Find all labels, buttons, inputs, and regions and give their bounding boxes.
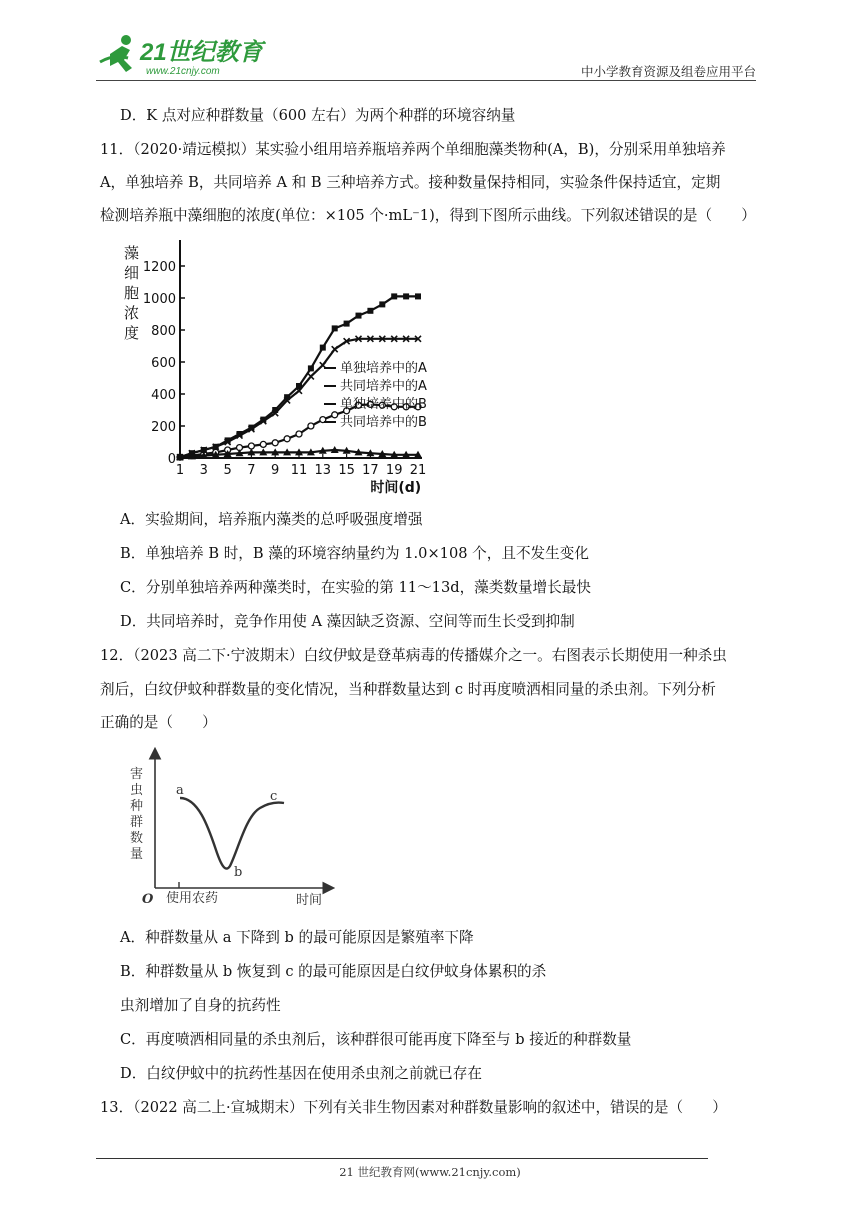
y-label-char: 种: [130, 799, 144, 814]
x-tick-label: 19: [385, 463, 403, 478]
x-tick-label: 7: [247, 463, 256, 478]
x-tick-label: 13: [314, 463, 332, 478]
y-label-char: 量: [130, 847, 144, 862]
y-tick-label: 0: [167, 452, 176, 467]
x-axis-label: 时间: [296, 893, 323, 908]
q11-stem-2: A，单独培养 B，共同培养 A 和 B 三种培养方式。接种数量保持相同，实验条件保持适宜，定期: [100, 174, 721, 191]
x-tick-label: 17: [362, 463, 379, 478]
pest-population-chart: [120, 746, 336, 908]
legend-label: 共同培养中的A: [340, 379, 427, 394]
legend-item: [324, 414, 427, 430]
q11-option-c: C．分别单独培养两种藻类时，在实验的第 11～13d，藻类数量增长最快: [120, 579, 591, 596]
y-label-char: 群: [130, 815, 144, 830]
q12-option-b: B．种群数量从 b 恢复到 c 的最可能原因是白纹伊蚊身体累积的杀: [120, 963, 547, 980]
data-point: [344, 321, 350, 327]
y-label-char: 藻: [124, 244, 140, 262]
platform-name: 中小学教育资源及组卷应用平台: [580, 64, 756, 79]
site-logo: [96, 32, 266, 78]
y-label-char: 数: [130, 831, 144, 846]
point-label-c: c: [270, 789, 278, 804]
data-point: [356, 313, 362, 319]
data-point: [332, 325, 338, 331]
logo-text: 21世纪教育: [140, 39, 263, 66]
data-point: [403, 293, 409, 299]
y-label-char: 度: [124, 324, 140, 342]
x-tick-label: 9: [271, 463, 280, 478]
x-tick-label: 15: [338, 463, 355, 478]
legend-item: [324, 360, 427, 376]
q11-option-d: D．共同培养时，竞争作用使 A 藻因缺乏资源、空间等而生长受到抑制: [120, 613, 575, 630]
data-point: [308, 423, 314, 429]
data-point: [296, 431, 302, 437]
runner-icon: [100, 35, 132, 72]
footer-divider: [96, 1158, 708, 1159]
data-point: [284, 436, 290, 442]
population-curve: [180, 798, 284, 869]
legend-item: [324, 378, 427, 394]
x-tick-label: 5: [223, 463, 232, 478]
point-label-b: b: [234, 865, 243, 880]
data-point: [308, 365, 314, 371]
q11-option-a: A．实验期间，培养瓶内藻类的总呼吸强度增强: [120, 511, 423, 528]
q10-option-d: D．K 点对应种群数量（600 左右）为两个种群的环境容纳量: [120, 107, 516, 124]
y-label-char: 细: [124, 264, 140, 282]
data-point: [272, 440, 278, 446]
logo-url: www.21cnjy.com: [146, 66, 220, 77]
q12-stem-2: 剂后，白纹伊蚊种群数量的变化情况，当种群数量达到 c 时再度喷洒相同量的杀虫剂。下列分析: [100, 681, 716, 698]
q12-stem-1: 12．（2023 高二下·宁波期末）白纹伊蚊是登革病毒的传播媒介之一。右图表示长期使用一种杀虫: [100, 647, 727, 664]
q12-option-b-cont: 虫剂增加了自身的抗药性: [120, 997, 281, 1014]
y-label-char: 浓: [124, 304, 140, 322]
x-tick-label: 11: [290, 463, 308, 478]
y-tick-label: 1200: [142, 260, 176, 275]
data-point: [308, 373, 314, 379]
y-tick-label: 600: [151, 356, 176, 371]
origin-label: O: [142, 892, 154, 907]
data-point: [248, 443, 254, 449]
footer-text: 21 世纪教育网(www.21cnjy.com): [339, 1165, 521, 1179]
q12-option-a: A．种群数量从 a 下降到 b 的最可能原因是繁殖率下降: [120, 929, 474, 946]
x-tick-label: 21: [409, 463, 427, 478]
q12-option-c: C．再度喷洒相同量的杀虫剂后，该种群很可能再度下降至与 b 接近的种群数量: [120, 1031, 632, 1048]
data-point: [320, 345, 326, 351]
point-label-a: a: [176, 783, 184, 798]
q11-stem-1: 11．（2020·靖远模拟）某实验小组用培养瓶培养两个单细胞藻类物种(A，B)，分别采用单独培养: [100, 141, 726, 158]
x-tick-label: 1: [175, 463, 185, 478]
x-tick-label: 3: [199, 463, 208, 478]
legend-label: 单独培养中的A: [340, 361, 427, 376]
data-point: [415, 293, 421, 299]
legend-label: 共同培养中的B: [340, 415, 427, 430]
legend-label: 单独培养中的B: [340, 397, 427, 412]
y-label-char: 虫: [130, 783, 144, 798]
y-tick-label: 1000: [142, 292, 176, 307]
y-label-char: 害: [130, 767, 144, 782]
q12-option-d: D．白纹伊蚊中的抗药性基因在使用杀虫剂之前就已存在: [120, 1065, 482, 1082]
y-tick-label: 800: [151, 324, 176, 339]
y-axis-label: [124, 244, 139, 342]
header-divider: [96, 80, 756, 81]
q11-option-b: B．单独培养 B 时，B 藻的环境容纳量约为 1.0×108 个，且不发生变化: [120, 545, 589, 562]
q12-stem-3: 正确的是（ ）: [100, 714, 217, 731]
y-tick-label: 400: [151, 388, 176, 403]
data-point: [391, 293, 397, 299]
data-point: [332, 346, 338, 352]
y-label-char: 胞: [124, 284, 140, 302]
algae-concentration-chart: [120, 238, 460, 500]
y-axis-label: [130, 767, 143, 862]
x-axis-label: 时间(d): [370, 480, 422, 496]
y-tick-label: 200: [151, 420, 176, 435]
pesticide-label: 使用农药: [166, 891, 219, 906]
data-point: [379, 301, 385, 307]
legend-item: [324, 396, 427, 412]
q11-stem-3: 检测培养瓶中藻细胞的浓度(单位：×105 个·mL⁻1)，得到下图所示曲线。下列叙述错误的是（ ）: [100, 207, 756, 224]
data-point: [332, 412, 338, 418]
data-point: [367, 308, 373, 314]
data-point: [260, 441, 266, 447]
q13-stem-1: 13．（2022 高二上·宣城期末）下列有关非生物因素对种群数量影响的叙述中，错误的是（ ）: [100, 1099, 727, 1116]
